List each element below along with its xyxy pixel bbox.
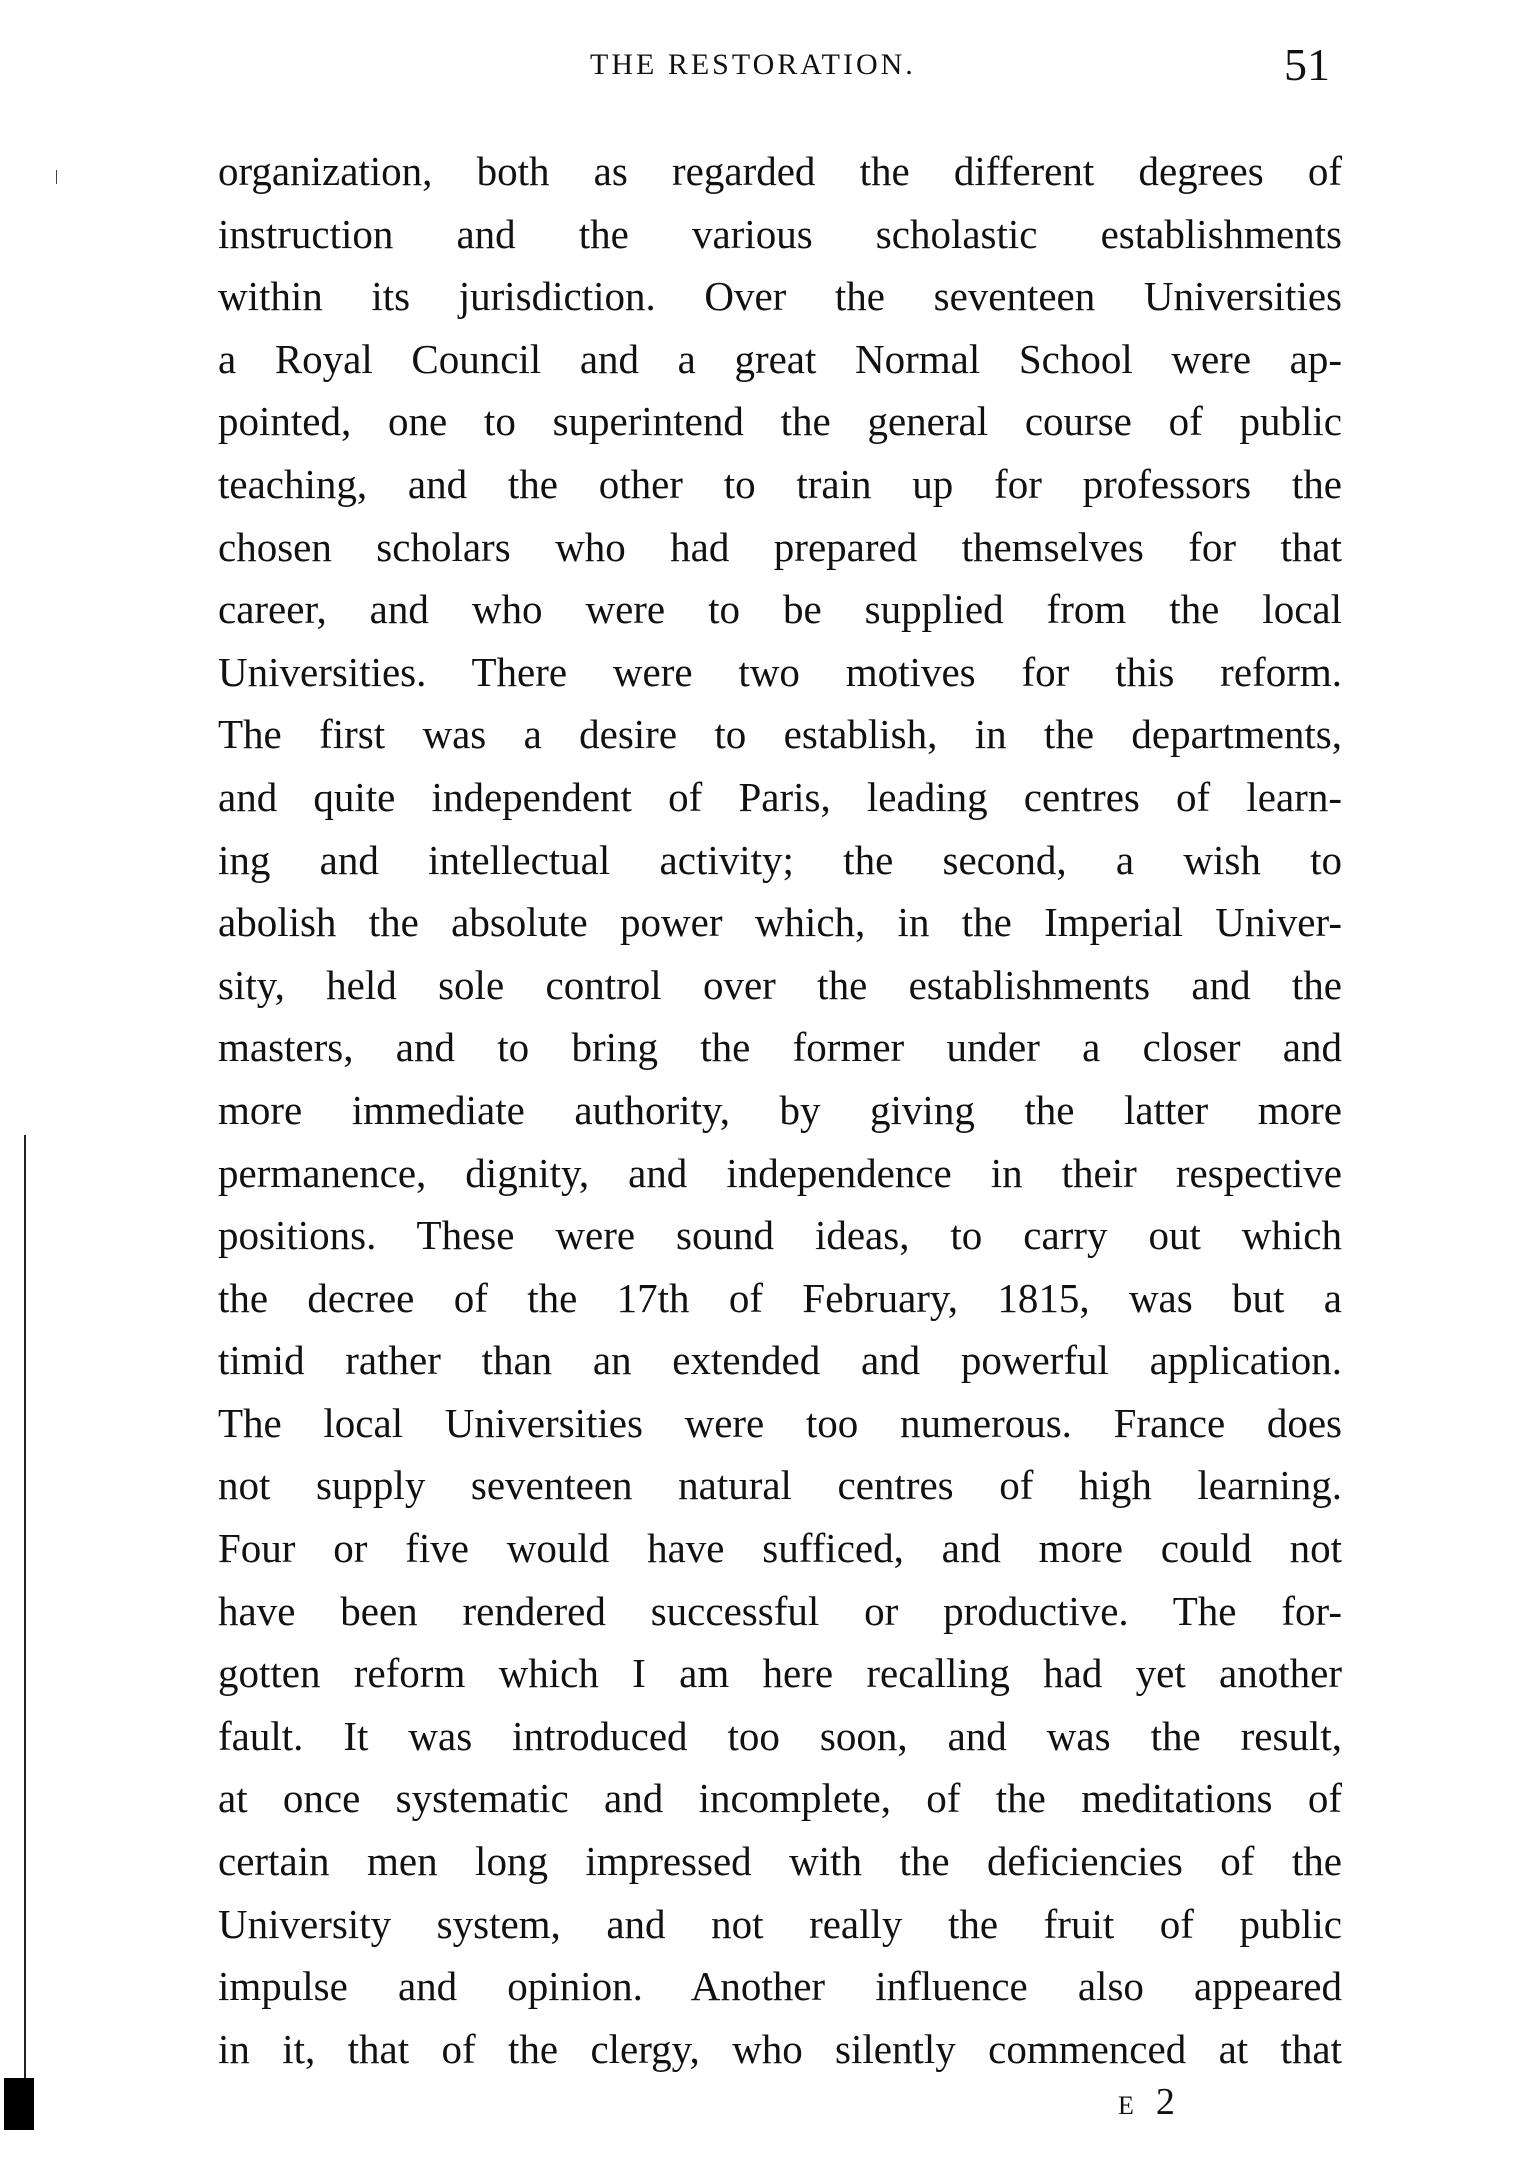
page-number: 51 (1284, 39, 1330, 90)
text-line (218, 1517, 1342, 1580)
text-line-content: certain men long impressed with the deficiencies of the (218, 1838, 1342, 1885)
text-line-content: organization, both as regarded the different degrees of (218, 148, 1342, 194)
text-line-content: within its jurisdiction. Over the seventeen Universities (218, 273, 1342, 320)
margin-rule (24, 1135, 26, 2115)
text-line-content: more immediate authority, by giving the latter more (218, 1086, 1342, 1133)
signature-mark (1118, 2080, 1175, 2124)
running-head: THE RESTORATION. (590, 48, 916, 81)
text-line (218, 641, 1342, 704)
text-line-content: not supply seventeen natural centres of high learning. (218, 1462, 1342, 1509)
text-line-content: Universities. There were two motives for this reform. (218, 648, 1342, 695)
text-line-content: masters, and to bring the former under a closer and (218, 1024, 1342, 1071)
text-line-content: instruction and the various scholastic establishments (218, 210, 1342, 257)
text-line-content: career, and who were to be supplied from the local (218, 586, 1342, 633)
body-text (218, 140, 1342, 2080)
text-line-content: The first was a desire to establish, in the departments, (218, 711, 1342, 758)
text-line (218, 1142, 1342, 1205)
text-line (218, 1267, 1342, 1330)
text-line-content: gotten reform which I am here recalling had yet another (218, 1650, 1342, 1697)
text-line-content: the decree of the 17th of February, 1815, was but a (218, 1274, 1342, 1321)
text-line (218, 829, 1342, 892)
text-line (218, 328, 1342, 391)
text-line (218, 1580, 1342, 1643)
text-line (218, 1642, 1342, 1705)
text-line-content: fault. It was introduced too soon, and was the result, (218, 1712, 1342, 1759)
margin-tick (56, 170, 57, 184)
text-line (218, 578, 1342, 641)
text-line (218, 390, 1342, 453)
text-line (218, 1329, 1342, 1392)
text-line (218, 140, 1342, 203)
text-line (218, 1767, 1342, 1830)
text-line-content: chosen scholars who had prepared themselves for that (218, 523, 1342, 570)
text-line-content: Four or five would have sufficed, and more could not (218, 1525, 1342, 1572)
text-line (218, 453, 1342, 516)
text-line (218, 891, 1342, 954)
text-line (218, 703, 1342, 766)
text-line-content: positions. These were sound ideas, to carry out which (218, 1212, 1342, 1259)
text-line (218, 2018, 1342, 2081)
text-line-content: at once systematic and incomplete, of the meditations of (218, 1775, 1342, 1822)
text-line-content: in it, that of the clergy, who silently commenced at that (218, 2025, 1342, 2072)
text-line-content: permanence, dignity, and independence in their respective (218, 1149, 1342, 1196)
text-line (218, 516, 1342, 579)
text-line-content: pointed, one to superintend the general course of public (218, 398, 1342, 445)
text-line (218, 1079, 1342, 1142)
text-line-content: ing and intellectual activity; the second, a wish to (218, 836, 1342, 883)
text-line-content: abolish the absolute power which, in the Imperial Univer- (218, 899, 1342, 946)
text-line (218, 766, 1342, 829)
text-line (218, 1955, 1342, 2018)
text-line-content: sity, held sole control over the establishments and the (218, 961, 1342, 1008)
text-line-content: timid rather than an extended and powerful application. (218, 1337, 1342, 1384)
text-line-content: University system, and not really the fruit of public (218, 1900, 1342, 1947)
text-line (218, 1705, 1342, 1768)
text-line-content: and quite independent of Paris, leading centres of learn- (218, 773, 1342, 820)
text-line (218, 1893, 1342, 1956)
margin-ink-block (4, 2078, 34, 2130)
text-line (218, 1204, 1342, 1267)
text-line-content: a Royal Council and a great Normal School were ap- (218, 335, 1342, 382)
text-line-content: The local Universities were too numerous. France does (218, 1399, 1342, 1446)
text-line-content: have been rendered successful or productive. The for- (218, 1587, 1342, 1634)
text-line (218, 265, 1342, 328)
text-line-content: teaching, and the other to train up for professors the (218, 460, 1342, 507)
signature-number: 2 (1155, 2081, 1175, 2123)
text-line (218, 1016, 1342, 1079)
text-line-content: impulse and opinion. Another influence also appeared (218, 1963, 1342, 2010)
text-line (218, 1392, 1342, 1455)
text-line (218, 954, 1342, 1017)
text-line (218, 1830, 1342, 1893)
text-line (218, 203, 1342, 266)
signature-letter: E (1118, 2091, 1134, 2120)
text-line (218, 1454, 1342, 1517)
